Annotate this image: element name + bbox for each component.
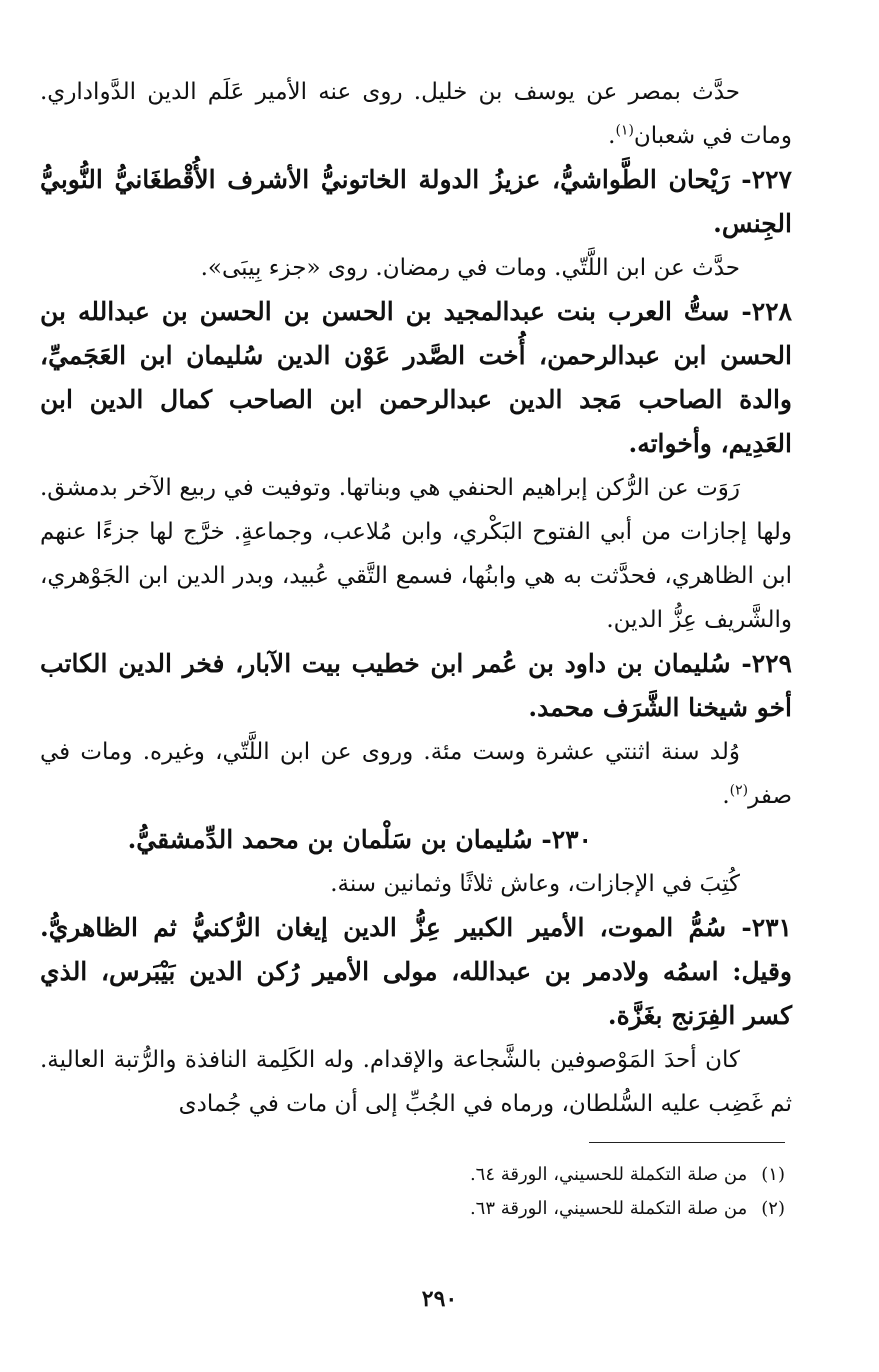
entry-number: ٢٢٧- (729, 165, 792, 194)
footnote-1 (285, 1158, 785, 1192)
entry-230-heading (40, 818, 792, 862)
body-text: حدَّث بمصر عن يوسف بن خليل. روى عنه الأمير عَلَم الدين الدَّواداري. ومات في شعبان (40, 79, 792, 149)
entry-227-heading (40, 158, 792, 246)
entry-number: ٢٢٨- (729, 297, 792, 326)
entry-title: سُليمان بن سَلْمان بن محمد الدِّمشقيُّ. (127, 825, 533, 854)
entry-title: ستُّ العرب بنت عبدالمجيد بن الحسن بن الحسن بن عبدالله بن الحسن ابن عبدالرحمن، أُخت الصَّدر عَوْن الدين سُليمان ابن العَجَميِّ، والدة الصاحب مَجد الدين عبدالرحمن ابن الصاحب كمال الدين ابن العَدِيم، وأخواته. (40, 297, 792, 458)
main-text (40, 70, 792, 1126)
footnote-ref-2: (٢) (729, 782, 749, 799)
entry-228-heading (40, 290, 792, 466)
footnote-ref-1: (١) (615, 122, 634, 139)
body-tail: . (608, 123, 616, 149)
entry-229-heading (40, 642, 792, 730)
footnote-text: من صلة التكملة للحسيني، الورقة ٦٣. (469, 1198, 748, 1219)
entry-title: سُليمان بن داود بن عُمر ابن خطيب بيت الآبار، فخر الدين الكاتب أخو شيخنا الشَّرَف محمد. (40, 649, 792, 722)
entry-231-body (40, 1038, 792, 1126)
footnote-divider (589, 1142, 785, 1143)
page-number: ٢٩٠ (421, 1286, 458, 1312)
entry-title: رَيْحان الطَّواشيُّ، عزيزُ الدولة الخاتونيُّ الأشرف الأُقْطغَانيُّ النُّوبيُّ الجِنس. (40, 165, 792, 238)
body-text: حدَّث عن ابن اللَّتّي. ومات في رمضان. روى «جزء بِيبَى». (200, 255, 740, 281)
footnote-mark: (١) (761, 1164, 785, 1185)
entry-number: ٢٣١- (726, 913, 792, 942)
entry-number: ٢٢٩- (730, 649, 792, 678)
body-text: كُتِبَ في الإجازات، وعاش ثلاثًا وثمانين سنة. (330, 871, 740, 897)
body-text: وُلد سنة اثنتي عشرة وست مئة. وروى عن ابن اللَّتّي، وغيره. ومات في صفر (40, 739, 792, 809)
footnote-mark: (٢) (761, 1198, 785, 1219)
footnote-text: من صلة التكملة للحسيني، الورقة ٦٤. (469, 1164, 748, 1185)
entry-230-body (40, 862, 792, 906)
entry-227-body (40, 246, 792, 290)
body-text: رَوَت عن الرُّكن إبراهيم الحنفي هي وبناتها. وتوفيت في ربيع الآخر بدمشق. ولها إجازات من أبي الفتوح البَكْري، وابن مُلاعب، وجماعةٍ. خرَّج لها جزءًا عنهم ابن الظاهري، فحدَّثت به هي وابنُها، فسمع التَّقي عُبيد، وبدر الدين ابن الجَوْهري، والشَّريف عِزُّ الدين. (40, 475, 792, 633)
entry-226-body (40, 70, 792, 158)
footnote-2 (285, 1192, 785, 1226)
footnotes (285, 1158, 785, 1226)
entry-229-body (40, 730, 792, 818)
body-text: كان أحدَ المَوْصوفين بالشَّجاعة والإقدام. وله الكَلِمة النافذة والرُّتبة العالية. ثم غَضِب عليه السُّلطان، ورماه في الجُبِّ إلى أن مات في جُمادى (40, 1047, 792, 1117)
entry-231-heading (40, 906, 792, 1038)
entry-number: ٢٣٠- (532, 825, 592, 854)
entry-228-body (40, 466, 792, 642)
body-tail: . (722, 783, 730, 809)
entry-title: سُمُّ الموت، الأمير الكبير عِزُّ الدين إيغان الرُّكنيُّ ثم الظاهريُّ. وقيل: اسمُه ولادمر بن عبدالله، مولى الأمير رُكن الدين بَيْبَرس، الذي كسر الفِرَنج بغَزَّة. (40, 913, 792, 1030)
